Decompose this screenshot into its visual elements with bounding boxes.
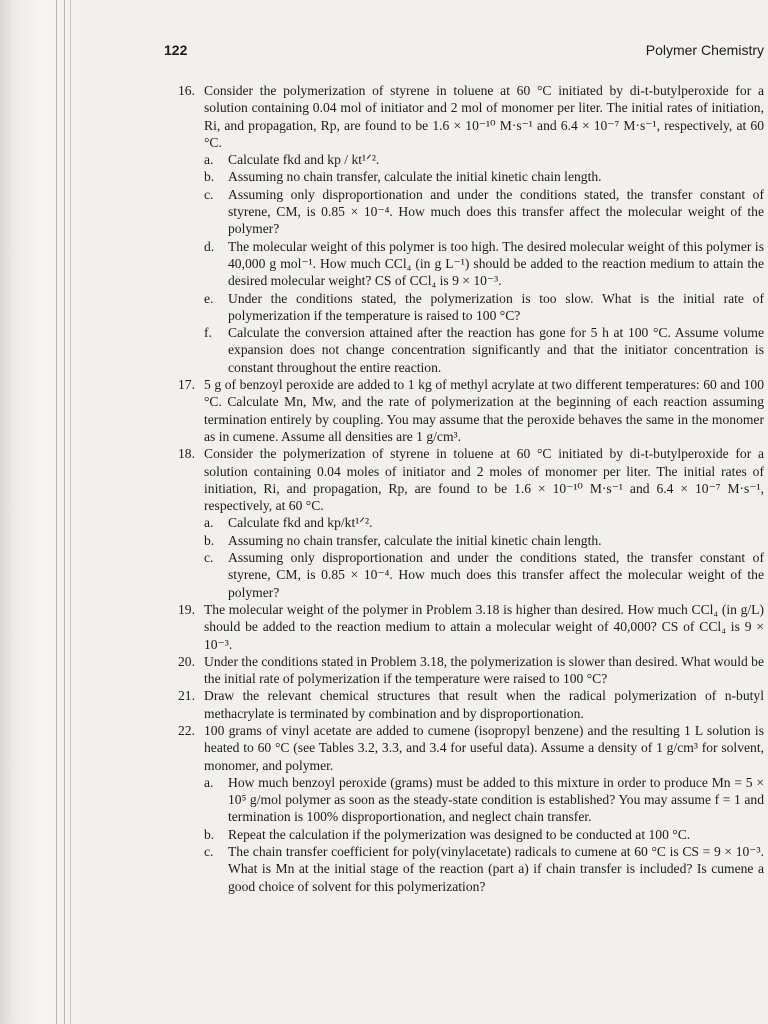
part-letter: a. [204, 515, 214, 531]
problem-part [204, 168, 764, 185]
running-title: Polymer Chemistry [645, 42, 764, 58]
problem-text: The molecular weight of the polymer in Problem 3.18 is higher than desired. How much CCl₄ (in g/L) should be added to the reaction medium to attain a molecular weight of 40,000? CS of CCl₄ is 9 × 10⁻³. [204, 601, 764, 652]
spine-fold-line [64, 0, 65, 1024]
part-text: The chain transfer coefficient for poly(vinylacetate) radicals to cumene at 60 °C is CS = 9 × 10⁻³. What is Mn at the initial stage of the reaction (part a) if chain transfer is included? Is cumene a good choice of solvent for this polymerization? [228, 844, 764, 894]
spine-fold-line [56, 0, 57, 1024]
problem-text: Under the conditions stated in Problem 3.18, the polymerization is slower than desired. What would be the initial rate of polymerization if the temperature were raised to 100 °C? [204, 653, 764, 687]
problem-number: 18. [178, 446, 195, 462]
part-letter: c. [204, 186, 214, 202]
problem-item [100, 687, 764, 722]
part-text: How much benzoyl peroxide (grams) must be added to this mixture in order to produce Mn = 5 × 10⁵ g/mol polymer as soon as the steady-state condition is established? You may assume f = 1 and termination is 100% disproportionation, and neglect chain transfer. [228, 774, 764, 825]
problem-text: Consider the polymerization of styrene in toluene at 60 °C initiated by di-t-butylperoxide for a solution containing 0.04 moles of initiator and 2 moles of monomer per liter. The initial rates of initiation, Ri, and propagation, Rp, are found to be 1.6 × 10⁻¹⁰ M·s⁻¹ and 6.4 × 10⁻⁷ M·s⁻¹, respectively, at 60 °C. [204, 446, 764, 514]
problem-item [100, 376, 764, 445]
problem-part [204, 843, 764, 895]
problem-item [100, 653, 764, 688]
part-letter: c. [204, 550, 214, 566]
problem-text: 5 g of benzoyl peroxide are added to 1 kg of methyl acrylate at two different temperatures: 60 and 100 °C. Calculate Mn, Mw, and the rate of polymerization at the beginning of each reaction assuming termination entirely by coupling. You may assume that the peroxide behaves the same in the monomer as in cumene. Assume all densities are 1 g/cm³. [204, 377, 764, 444]
page-header [100, 38, 764, 62]
problem-part [204, 774, 764, 826]
part-text: Calculate the conversion attained after the reaction has gone for 5 h at 100 °C. Assume volume expansion does not change concentration significantly and that the initiator concentration is constant throughout the entire reaction. [228, 325, 764, 375]
problem-part [204, 324, 764, 376]
problem-item [100, 601, 764, 653]
problem-text: Draw the relevant chemical structures that result when the radical polymerization of n-butyl methacrylate is terminated by combination and by disproportionation. [204, 688, 764, 721]
problem-part [204, 151, 764, 168]
problem-part [204, 826, 764, 843]
part-text: The molecular weight of this polymer is too high. The desired molecular weight of this polymer is 40,000 g mol⁻¹. How much CCl₄ (in g L⁻¹) should be added to the reaction medium to attain the desired molecular weight? CS of CCl₄ is 9 × 10⁻³. [228, 238, 764, 289]
problem-part [204, 186, 764, 238]
part-text: Assuming no chain transfer, calculate the initial kinetic chain length. [228, 169, 602, 185]
part-letter: a. [204, 152, 214, 168]
problem-number: 21. [178, 688, 195, 704]
part-letter: a. [204, 774, 214, 790]
problem-number: 20. [178, 653, 195, 669]
part-letter: b. [204, 826, 215, 842]
problem-part [204, 238, 764, 290]
problem-parts [204, 514, 764, 600]
part-text: Repeat the calculation if the polymerization was designed to be conducted at 100 °C. [228, 826, 691, 842]
book-spine-shadow [0, 0, 90, 1024]
problem-item [100, 722, 764, 895]
problem-number: 19. [178, 601, 195, 617]
part-text: Assuming only disproportionation and under the conditions stated, the transfer constant of styrene, CM, is 0.85 × 10⁻⁴. How much does this transfer affect the molecular weight of the polymer? [228, 550, 764, 600]
spine-fold-line [70, 0, 71, 1024]
problem-text: 100 grams of vinyl acetate are added to cumene (isopropyl benzene) and the resulting 1 L solution is heated to 60 °C (see Tables 3.2, 3.3, and 3.4 for useful data). Assume a density of 1 g/cm³ for solvent, monomer, and polymer. [204, 722, 764, 773]
problem-number: 16. [178, 83, 195, 98]
problem-part [204, 532, 764, 549]
problem-item [100, 82, 764, 376]
part-letter: d. [204, 238, 215, 254]
part-text: Calculate fkd and kp/kt¹ᐟ². [228, 515, 373, 531]
problem-list [100, 82, 764, 895]
part-letter: b. [204, 169, 215, 185]
part-text: Under the conditions stated, the polymerization is too slow. What is the initial rate of polymerization if the temperature is raised to 100 °C? [228, 290, 764, 323]
problem-number: 22. [178, 722, 195, 738]
part-text: Calculate fkd and kp / kt¹ᐟ². [228, 152, 380, 168]
part-text: Assuming no chain transfer, calculate the initial kinetic chain length. [228, 532, 602, 548]
problem-number: 17. [178, 377, 195, 393]
part-letter: c. [204, 844, 214, 860]
problem-parts [204, 151, 764, 376]
problem-parts [204, 774, 764, 895]
part-letter: b. [204, 532, 215, 548]
problem-part [204, 514, 764, 531]
book-page [100, 38, 764, 895]
page-number: 122 [164, 42, 188, 58]
problem-part [204, 290, 764, 325]
problem-text: Consider the polymerization of styrene in toluene at 60 °C initiated by di-t-butylperoxide for a solution containing 0.04 mol of initiator and 2 mol of monomer per liter. The initial rates of initiation, Ri, and propagation, Rp, are found to be 1.6 × 10⁻¹⁰ M·s⁻¹ and 6.4 × 10⁻⁷ M·s⁻¹, respectively, at 60 °C. [204, 83, 764, 150]
part-letter: f. [204, 325, 212, 341]
problem-item [100, 445, 764, 601]
problem-part [204, 549, 764, 601]
part-letter: e. [204, 290, 214, 306]
part-text: Assuming only disproportionation and under the conditions stated, the transfer constant of styrene, CM, is 0.85 × 10⁻⁴. How much does this transfer affect the molecular weight of the polymer? [228, 186, 764, 237]
